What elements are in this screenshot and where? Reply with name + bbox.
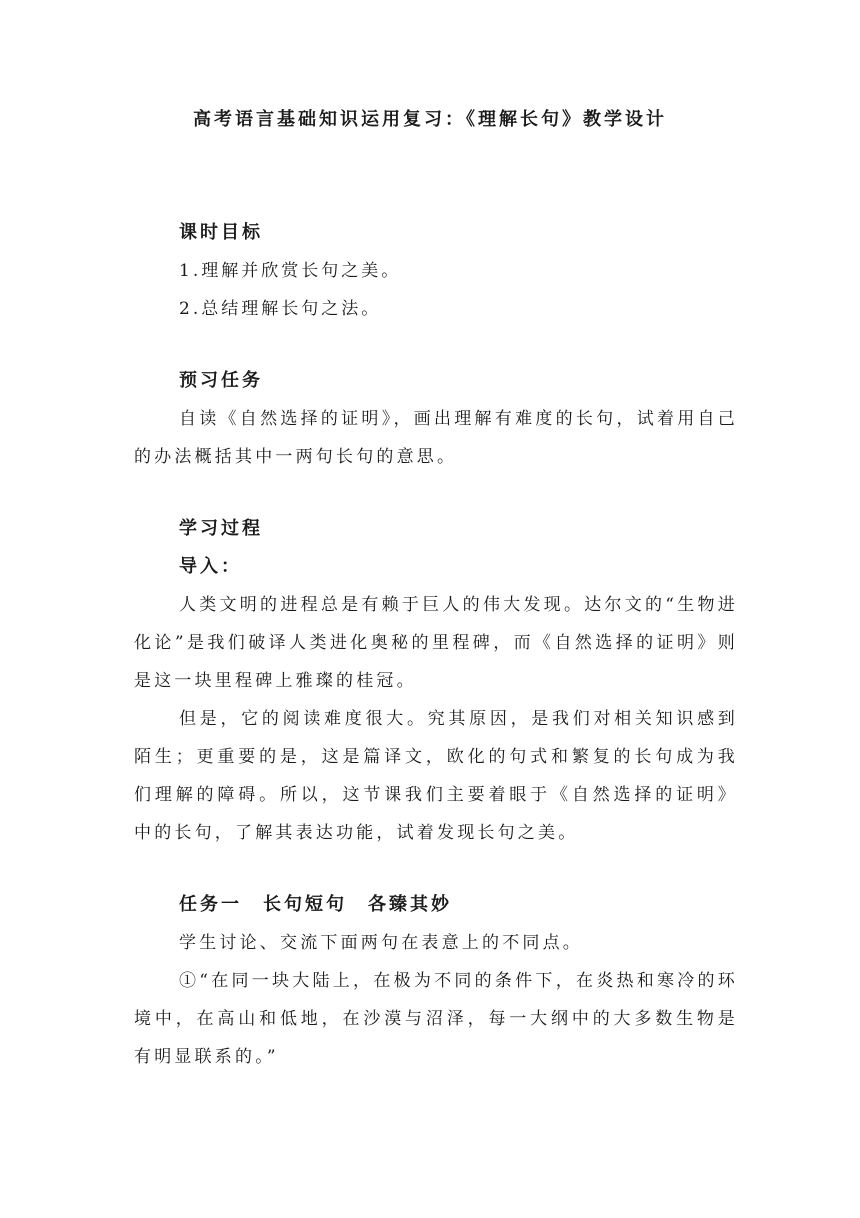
document-title: 高考语言基础知识运用复习：《理解长句》教学设计 — [193, 109, 667, 130]
process-heading: 学习过程 — [179, 518, 263, 539]
intro-paragraph-1: 人类文明的进程总是有赖于巨人的伟大发现。达尔文的“生物进化论”是我们破译人类进化奥秘的里程碑，而《自然选择的证明》则是这一块里程碑上雅璨的桂冠。 — [134, 595, 738, 691]
preview-paragraph: 自读《自然选择的证明》，画出理解有难度的长句，试着用自己的办法概括其中一两句长句的意思。 — [134, 409, 738, 467]
goal-item-1: 1.理解并欣赏长句之美。 — [179, 261, 402, 281]
intro-paragraph-2: 但是，它的阅读难度很大。究其原因，是我们对相关知识感到陌生；更重要的是，这是篇译文，欧化的句式和繁复的长句成为我们理解的障碍。所以，这节课我们主要着眼于《自然选择的证明》中的长句，了解其表达功能，试着发现长句之美。 — [134, 709, 738, 843]
preview-heading: 预习任务 — [179, 370, 263, 391]
document-body — [134, 214, 738, 1076]
goal-item-2: 2.总结理解长句之法。 — [179, 299, 382, 319]
goals-heading: 课时目标 — [179, 222, 263, 243]
goals-list — [134, 252, 738, 328]
section-task1 — [134, 886, 738, 1076]
task1-paragraph-1: 学生讨论、交流下面两句在表意上的不同点。 — [179, 933, 583, 953]
section-preview — [134, 362, 738, 476]
section-process — [134, 510, 738, 852]
intro-subheading: 导入： — [179, 556, 242, 577]
task1-paragraph-2: ①“在同一块大陆上，在极为不同的条件下，在炎热和寒冷的环境中，在高山和低地，在沙漠与沼泽，每一大纲中的大多数生物是有明显联系的。” — [134, 971, 738, 1067]
task1-heading: 任务一 长句短句 各臻其妙 — [179, 894, 452, 915]
section-goals — [134, 214, 738, 328]
